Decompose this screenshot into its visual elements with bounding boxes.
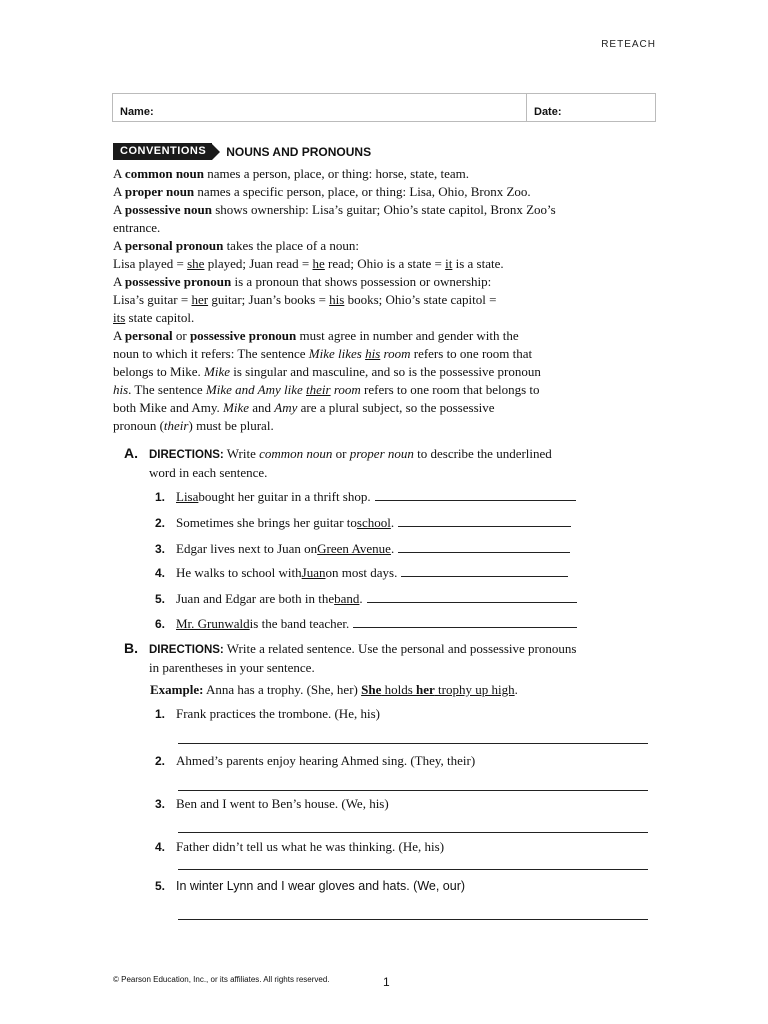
example-sentence: Example: Anna has a trophy. (She, her) She holds her trophy up high.: [150, 682, 518, 697]
answer-line[interactable]: [178, 790, 648, 791]
part-b-item-1: 1. Frank practices the trombone. (He, his): [155, 706, 380, 721]
answer-line[interactable]: [367, 590, 577, 603]
page-number: 1: [383, 975, 390, 989]
answer-line[interactable]: [401, 564, 568, 577]
intro-line: entrance.: [113, 220, 161, 235]
copyright-notice: © Pearson Education, Inc., or its affiliates. All rights reserved.: [113, 975, 330, 984]
intro-line: A proper noun names a specific person, place, or thing: Lisa, Ohio, Bronx Zoo.: [113, 184, 531, 199]
part-a-item-2: 2. Sometimes she brings her guitar to school .: [155, 514, 571, 532]
intro-line: A common noun names a person, place, or thing: horse, state, team.: [113, 166, 470, 181]
intro-line: A personal or possessive pronoun must agree in number and gender with the: [113, 328, 519, 343]
part-b-letter: B.: [124, 640, 138, 656]
answer-line[interactable]: [178, 869, 648, 870]
example-label: Example:: [150, 682, 204, 697]
intro-line: its state capitol.: [113, 310, 195, 325]
name-field[interactable]: [113, 94, 527, 121]
conventions-badge: CONVENTIONS: [113, 143, 212, 160]
answer-line[interactable]: [375, 488, 576, 501]
answer-line[interactable]: [178, 919, 648, 920]
name-label: Name:: [120, 106, 154, 118]
part-a-item-6: 6. Mr. Grunwald is the band teacher.: [155, 615, 577, 633]
answer-line[interactable]: [398, 514, 571, 527]
intro-text: [113, 165, 613, 435]
date-label: Date:: [534, 106, 562, 118]
intro-line: A possessive pronoun is a pronoun that shows possession or ownership:: [113, 274, 492, 289]
intro-line: both Mike and Amy. Mike and Amy are a plural subject, so the possessive: [113, 400, 495, 415]
part-a-item-1: 1. Lisa bought her guitar in a thrift shop.: [155, 488, 576, 506]
part-a-item-3: 3. Edgar lives next to Juan on Green Avenue .: [155, 540, 570, 558]
answer-line[interactable]: [353, 615, 577, 628]
part-a-letter: A.: [124, 445, 138, 461]
badge-arrow-icon: [212, 144, 220, 160]
answer-line[interactable]: [398, 540, 570, 553]
date-field[interactable]: [527, 94, 655, 121]
reteach-label: RETEACH: [601, 39, 656, 50]
part-a-item-5: 5. Juan and Edgar are both in the band .: [155, 590, 577, 608]
part-b-item-5: 5. In winter Lynn and I wear gloves and hats. (We, our): [155, 879, 466, 893]
directions-label: DIRECTIONS:: [149, 644, 224, 656]
section-title: NOUNS AND PRONOUNS: [226, 144, 372, 159]
intro-line: A possessive noun shows ownership: Lisa’s guitar; Ohio’s state capitol, Bronx Zoo’s: [113, 202, 556, 217]
answer-line[interactable]: [178, 832, 648, 833]
intro-line: pronoun (their) must be plural.: [113, 418, 274, 433]
intro-line: Lisa’s guitar = her guitar; Juan’s books = his books; Ohio’s state capitol =: [113, 292, 497, 307]
part-a-item-4: 4. He walks to school with Juan on most days.: [155, 564, 568, 582]
intro-line: Lisa played = she played; Juan read = he read; Ohio is a state = it is a state.: [113, 256, 504, 271]
intro-line: noun to which it refers: The sentence Mike likes his room refers to one room that: [113, 346, 533, 361]
name-date-box: [112, 93, 656, 122]
intro-line: his. The sentence Mike and Amy like their room refers to one room that belongs to: [113, 382, 540, 397]
part-b-item-2: 2. Ahmed’s parents enjoy hearing Ahmed sing. (They, their): [155, 753, 476, 768]
part-b-item-4: 4. Father didn’t tell us what he was thinking. (He, his): [155, 839, 445, 854]
answer-line[interactable]: [178, 743, 648, 744]
section-heading: [113, 143, 371, 160]
intro-line: belongs to Mike. Mike is singular and masculine, and so is the possessive pronoun: [113, 364, 541, 379]
directions-label: DIRECTIONS:: [149, 449, 224, 461]
intro-line: A personal pronoun takes the place of a noun:: [113, 238, 360, 253]
part-b-item-3: 3. Ben and I went to Ben’s house. (We, his): [155, 796, 389, 811]
